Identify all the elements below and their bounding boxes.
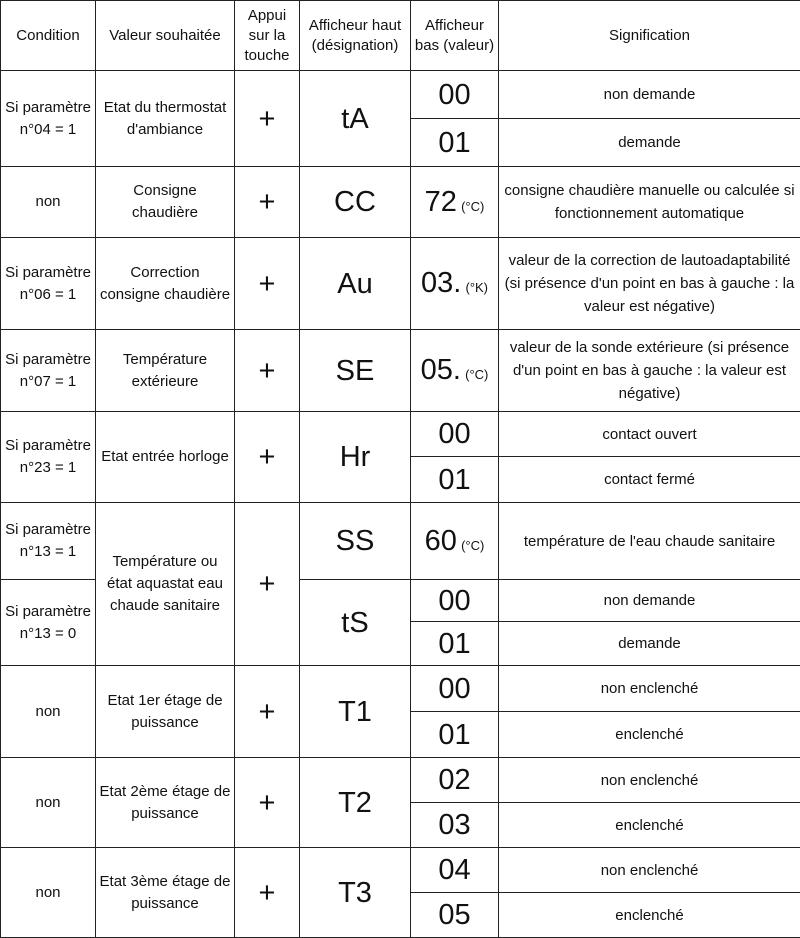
valeur-cell: Température extérieure [96,330,235,412]
bas-value: 03. [421,267,461,299]
signification-cell: contact fermé [499,457,800,503]
valeur-cell: Etat du thermostat d'ambiance [96,71,235,167]
bas-cell: 00 [411,666,499,712]
condition-cell: Si paramètre n°07 = 1 [1,330,96,412]
table-row [1,238,800,330]
table-row [1,503,800,580]
signification-cell: valeur de la correction de lautoadaptabilité (si présence d'un point en bas à gauche : la valeur est négative) [499,238,800,330]
appui-cell: + [235,503,300,666]
table-row [1,666,800,712]
appui-cell: + [235,238,300,330]
signification-cell: température de l'eau chaude sanitaire [499,503,800,580]
table-row [1,330,800,412]
haut-cell: SE [300,330,411,412]
condition-cell: non [1,167,96,238]
signification-cell: non enclenché [499,758,800,803]
haut-cell: T3 [300,848,411,938]
bas-cell: 01 [411,457,499,503]
signification-cell: non enclenché [499,848,800,893]
bas-cell: 00 [411,71,499,119]
header-row [1,1,800,71]
table-row [1,758,800,803]
table-row [1,848,800,893]
bas-value: 72 [425,186,457,218]
header-condition: Condition [1,1,96,71]
condition-cell: Si paramètre n°13 = 1 [1,503,96,580]
bas-cell: 04 [411,848,499,893]
signification-cell: demande [499,622,800,666]
haut-cell: T1 [300,666,411,758]
appui-cell: + [235,758,300,848]
signification-cell: demande [499,119,800,167]
bas-cell [411,167,499,238]
valeur-cell: Etat 2ème étage de puissance [96,758,235,848]
appui-cell: + [235,848,300,938]
bas-cell: 00 [411,580,499,622]
haut-cell: Au [300,238,411,330]
bas-cell: 01 [411,622,499,666]
condition-cell: non [1,666,96,758]
table-row [1,71,800,119]
bas-unit: (°C) [461,538,484,553]
appui-cell: + [235,71,300,167]
header-bas: Afficheur bas (valeur) [411,1,499,71]
bas-cell: 00 [411,412,499,457]
bas-unit: (°K) [465,280,488,295]
bas-value: 60 [425,525,457,557]
condition-cell: non [1,848,96,938]
haut-cell: CC [300,167,411,238]
haut-cell: SS [300,503,411,580]
signification-cell: enclenché [499,893,800,938]
header-appui: Appui sur la touche [235,1,300,71]
signification-cell: consigne chaudière manuelle ou calculée si fonctionnement automatique [499,167,800,238]
bas-cell: 01 [411,119,499,167]
bas-cell: 01 [411,712,499,758]
signification-cell: enclenché [499,712,800,758]
condition-cell: Si paramètre n°13 = 0 [1,580,96,666]
bas-cell: 02 [411,758,499,803]
appui-cell: + [235,412,300,503]
signification-cell: non enclenché [499,666,800,712]
signification-cell: enclenché [499,803,800,848]
bas-cell [411,238,499,330]
bas-cell [411,330,499,412]
condition-cell: non [1,758,96,848]
valeur-cell: Température ou état aquastat eau chaude sanitaire [96,503,235,666]
valeur-cell: Etat 3ème étage de puissance [96,848,235,938]
header-signification: Signification [499,1,800,71]
signification-cell: non demande [499,71,800,119]
haut-cell: tS [300,580,411,666]
bas-cell: 03 [411,803,499,848]
condition-cell: Si paramètre n°23 = 1 [1,412,96,503]
appui-cell: + [235,167,300,238]
header-haut: Afficheur haut (désignation) [300,1,411,71]
signification-cell: non demande [499,580,800,622]
haut-cell: Hr [300,412,411,503]
bas-unit: (°C) [465,367,488,382]
bas-unit: (°C) [461,199,484,214]
valeur-cell: Correction consigne chaudière [96,238,235,330]
bas-cell [411,503,499,580]
signification-cell: contact ouvert [499,412,800,457]
table-row [1,412,800,457]
appui-cell: + [235,330,300,412]
condition-cell: Si paramètre n°06 = 1 [1,238,96,330]
header-valeur: Valeur souhaitée [96,1,235,71]
valeur-cell: Etat 1er étage de puissance [96,666,235,758]
condition-cell: Si paramètre n°04 = 1 [1,71,96,167]
valeur-cell: Consigne chaudière [96,167,235,238]
valeur-cell: Etat entrée horloge [96,412,235,503]
haut-cell: T2 [300,758,411,848]
table-row [1,167,800,238]
signification-cell: valeur de la sonde extérieure (si présence d'un point en bas à gauche : la valeur est négative) [499,330,800,412]
appui-cell: + [235,666,300,758]
bas-value: 05. [421,354,461,386]
bas-cell: 05 [411,893,499,938]
haut-cell: tA [300,71,411,167]
